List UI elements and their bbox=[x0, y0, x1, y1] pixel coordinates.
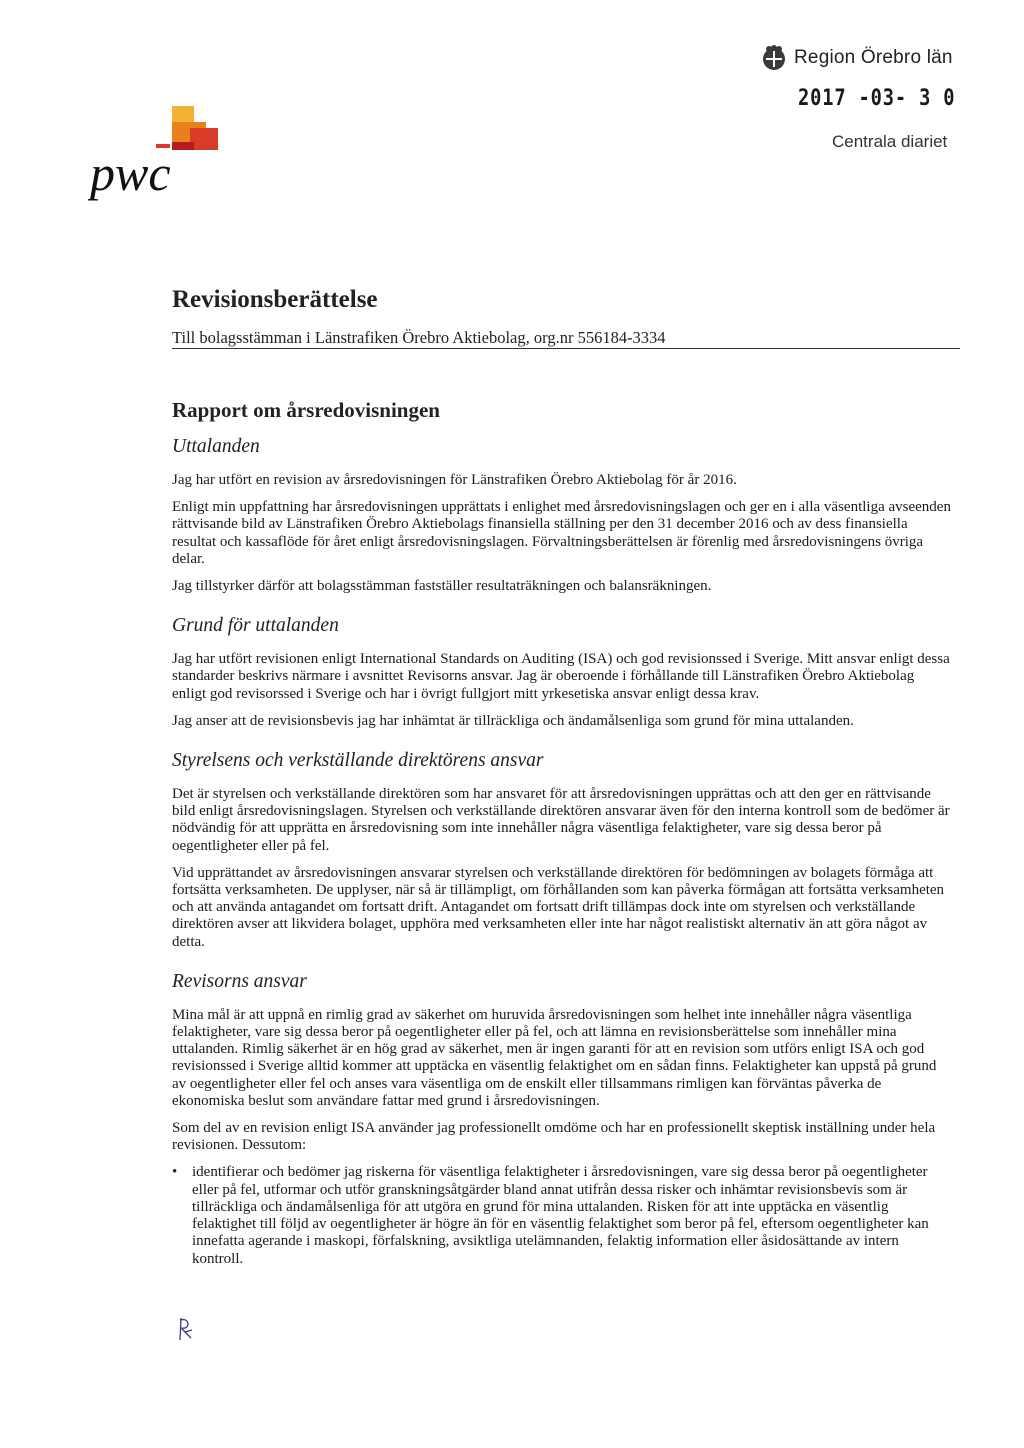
pwc-logo bbox=[88, 100, 228, 210]
paragraph: Vid upprättandet av årsredovisningen ansvarar styrelsen och verkställande direktören för bedömningen av bolagets förmåga att fortsätta verksamheten. De upplyser, när så är tillämpligt, om förhållanden som kan påverka förmågan att fortsätta verksamheten och att använda antagandet om fortsatt drift. Antagandet om fortsatt drift tillämpas dock inte om styrelsen och verkställande direktören avser att likvidera bolaget, upphöra med verksamheten eller inte har något realistiskt alternativ än att göra något av detta. bbox=[172, 864, 945, 950]
section-styrelsens-ansvar bbox=[172, 748, 952, 951]
paragraph: Det är styrelsen och verkställande direktören som har ansvaret för att årsredovisningen upprättas och att den ger en rättvisande bild enligt årsredovisningslagen. Styrelsen och verkställande direktören ansvarar även för den interna kontroll som de bedömer är nödvändig för att upprätta en årsredovisning som inte innehåller några väsentliga felaktigheter, vare sig dessa beror på oegentligheter eller på fel. bbox=[172, 786, 950, 854]
handwritten-initials bbox=[176, 1316, 198, 1342]
bullet-list bbox=[172, 1164, 952, 1267]
stamp-department: Centrala diariet bbox=[832, 132, 948, 151]
list-item bbox=[172, 1164, 952, 1267]
stamp-organization: Region Örebro län bbox=[794, 47, 953, 68]
paragraph: Enligt min uppfattning har årsredovisningen upprättats i enlighet med årsredovisningslagen och ger en i alla väsentliga avseenden rättvisande bild av Länstrafiken Örebro Aktiebolags finansiella ställning per den 31 december 2016 och av dess finansiella resultat och kassaflöde för året enligt årsredovisningslagen. Förvaltningsberättelsen är förenlig med årsredovisningens övriga delar. bbox=[172, 499, 951, 567]
subsection-heading: Revisorns ansvar bbox=[172, 970, 307, 992]
paragraph: Jag har utfört revisionen enligt International Standards on Auditing (ISA) och god revisionssed i Sverige. Mitt ansvar enligt dessa standarder beskrivs närmare i avsnittet Revisorns ansvar. Jag är oberoende i förhållande till Länstrafiken Örebro Aktiebolag enligt god revisorssed i Sverige och har i övrigt fullgjort mitt yrkesetiska ansvar enligt dessa krav. bbox=[172, 651, 950, 702]
paragraph: Jag har utfört en revision av årsredovisningen för Länstrafiken Örebro Aktiebolag för år 2016. bbox=[172, 472, 737, 488]
subsection-heading: Uttalanden bbox=[172, 436, 260, 457]
region-logo-icon bbox=[760, 44, 788, 72]
stamp-date: 2017 -03- 3 0 bbox=[798, 86, 956, 111]
title-divider bbox=[172, 348, 960, 349]
subsection-heading: Styrelsens och verkställande direktörens ansvar bbox=[172, 750, 544, 772]
subsection-heading: Grund för uttalanden bbox=[172, 615, 339, 637]
section-heading: Rapport om årsredovisningen bbox=[172, 398, 440, 422]
document-title: Revisionsberättelse bbox=[172, 286, 378, 313]
report-body bbox=[172, 434, 952, 1268]
section-uttalanden bbox=[172, 434, 952, 595]
section-revisorns-ansvar bbox=[172, 969, 952, 1268]
paragraph: Jag tillstyrker därför att bolagsstämman fastställer resultaträkningen och balansräkningen. bbox=[172, 578, 712, 595]
paragraph: Som del av en revision enligt ISA använder jag professionellt omdöme och har en professionellt skeptisk inställning under hela revisionen. Dessutom: bbox=[172, 1120, 936, 1154]
section-grund bbox=[172, 613, 952, 730]
list-item-text: identifierar och bedömer jag riskerna för väsentliga felaktigheter i årsredovisningen, vare sig dessa beror på oegentligheter eller på fel, utformar och utför granskningsåtgärder bland annat utifrån dessa risker och inhämtar revisionsbevis som är tillräckliga och ändamålsenliga för att utgöra en grund för mina uttalanden. Risken för att inte upptäcka en väsentlig felaktighet till följd av oegentligheter är högre än för en väsentlig felaktighet som beror på fel, eftersom oegentligheter kan innefatta agerande i maskopi, förfalskning, avsiktliga utelämnanden, felaktig information eller åsidosättande av intern kontroll. bbox=[192, 1164, 929, 1267]
document-subtitle: Till bolagsstämman i Länstrafiken Örebro Aktiebolag, org.nr 556184-3334 bbox=[172, 328, 666, 347]
registration-stamp bbox=[760, 44, 990, 72]
paragraph: Jag anser att de revisionsbevis jag har inhämtat är tillräckliga och ändamålsenliga som grund för mina uttalanden. bbox=[172, 712, 854, 729]
paragraph: Mina mål är att uppnå en rimlig grad av säkerhet om huruvida årsredovisningen som helhet inte innehåller några väsentliga felaktigheter, vare sig dessa beror på oegentligheter eller på fel, och att lämna en revisionsberättelse som innehåller mina uttalanden. Rimlig säkerhet är en hög grad av säkerhet, men är ingen garanti för att en revision som utförs enligt ISA och god revisionssed i Sverige alltid kommer att upptäcka en väsentlig felaktighet om en sådan finns. Felaktigheter kan uppstå på grund av oegentligheter eller fel och anses vara väsentliga om de enskilt eller tillsammans rimligen kan förväntas påverka de ekonomiska beslut som användare fattar med grund i årsredovisningen. bbox=[172, 1006, 937, 1109]
bullet-marker: • bbox=[172, 1164, 178, 1181]
pwc-logo-text: pwc bbox=[90, 145, 171, 201]
